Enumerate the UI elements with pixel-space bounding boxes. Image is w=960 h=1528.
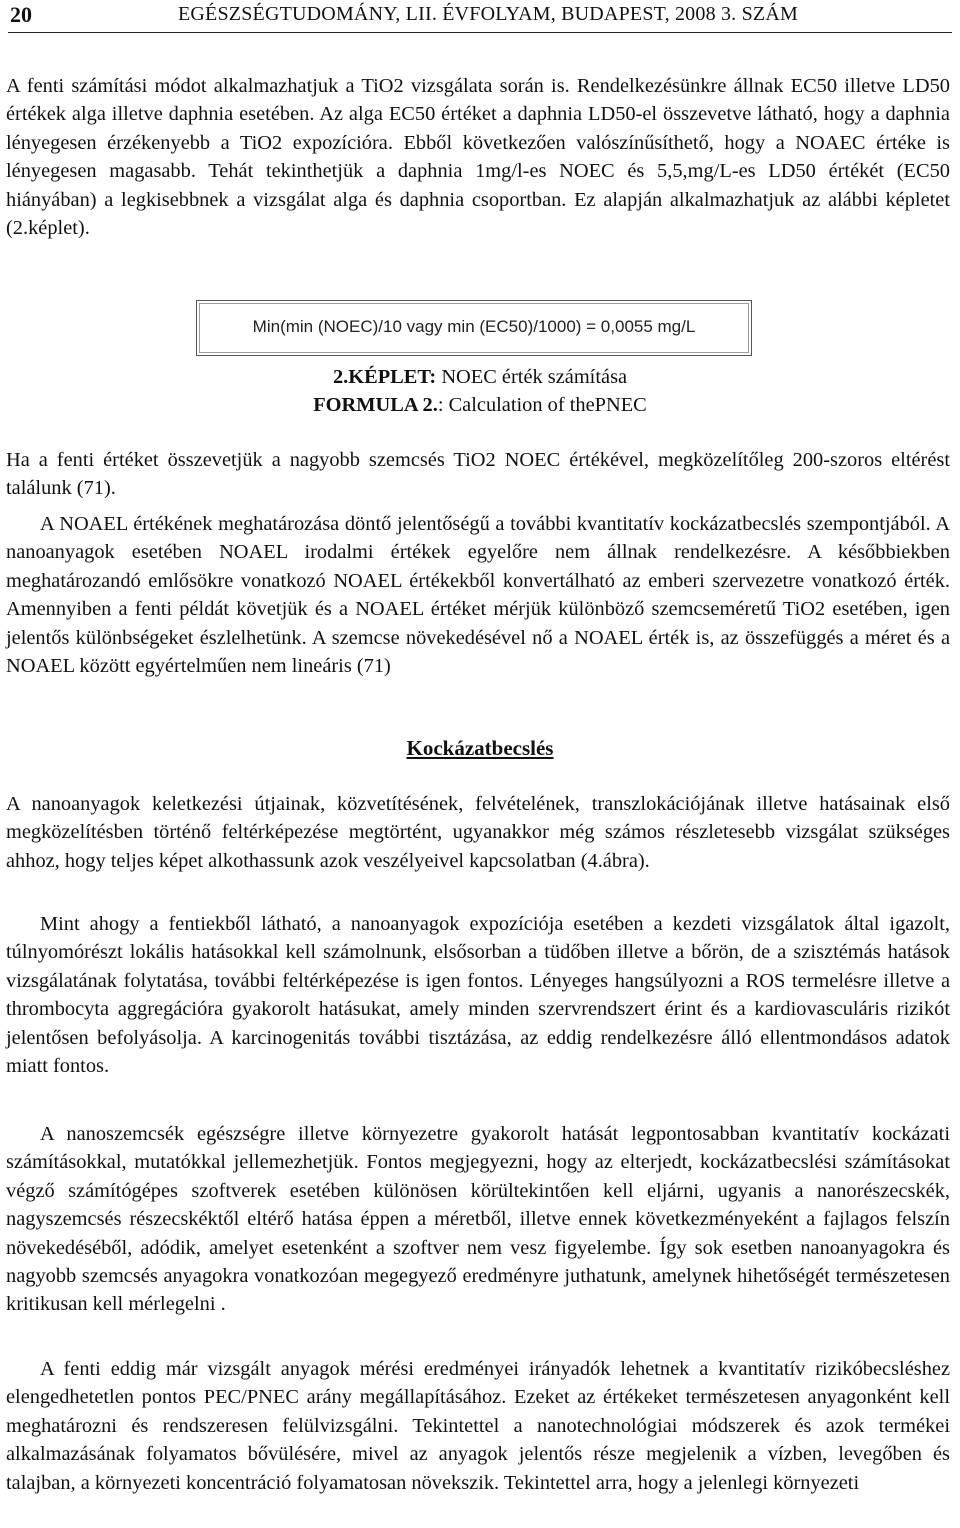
paragraph-3: A NOAEL értékének meghatározása döntő jelentőségű a további kvantitatív kockázatbecslés szempontjából. A nanoanyagok esetében NOAEL irodalmi értékek egyelőre nem állnak rendelkezésre. A későbbiekben meghatározandó emlősökre vonatkozó NOAEL értékekből konvertálható az emberi szervezetre vonatkozó érték. Amennyiben a fenti példát követjük és a NOAEL értéket mérjük különböző szemcseméretű TiO2 esetében, igen jelentős különbségeket észlelhetünk. A szemcse növekedésével nő a NOAEL érték is, az összefüggés a méret és a NOAEL között egyértelműen nem lineáris (71) xyxy=(6,513,950,678)
paragraph-6: A nanoszemcsék egészségre illetve környezetre gyakorolt hatását legpontosabban kvantitatív kockázati számításokkal, mutatókkal jellemezhetjük. Fontos megjegyezni, hogy az elterjedt, kockázatbecslési számításokat végző számítógépes szoftverek esetében különösen körültekintően kell eljárni, ugyanis a nanorészecskék, nagyszemcsés részecskéktől eltérő hatása éppen a méretből, illetve ennek következményeként a fajlagos felszín növekedéséből, adódik, amelyet esetenként a szoftver nem vesz figyelembe. Így sok esetben nanoanyagokra és nagyobb szemcsés anyagokra vonatkozóan megegyező eredményre juthatunk, amelynek hihetőségét természetesen kritikusan kell mérlegelni . xyxy=(6,1123,950,1316)
formula-caption-hu-text: NOEC érték számítása xyxy=(436,366,628,388)
page-header xyxy=(8,0,952,33)
formula-box xyxy=(196,300,752,356)
formula-caption-en-text: : Calculation of thePNEC xyxy=(437,394,647,416)
page-number: 20 xyxy=(10,2,32,27)
section-title: Kockázatbecslés xyxy=(406,736,554,760)
formula-caption-hu xyxy=(0,366,960,389)
running-head: EGÉSZSÉGTUDOMÁNY, LII. ÉVFOLYAM, BUDAPEST, 2008 3. SZÁM xyxy=(178,3,798,25)
formula-text: Min(min (NOEC)/10 vagy min (EC50)/1000) = 0,0055 mg/L xyxy=(252,317,696,336)
paragraph-5: Mint ahogy a fentiekből látható, a nanoanyagok expozíciója esetében a kezdeti vizsgálatok által igazolt, túlnyomórészt lokális hatásokkal kell számolnunk, elsősorban a tüdőben illetve a bőrön, de a szisztémás hatások vizsgálatának folytatása, további feltérképezése is igen fontos. Lényeges hangsúlyozni a ROS termelésre illetve a thrombocyta aggregációra gyakorolt hatásukat, amely minden szervrendszert érint és a kardiovasculáris rizikót jelentősen befolyásolja. A karcinogenitás további tisztázása, az eddig rendelkezésre álló ellentmondásos adatok miatt fontos. xyxy=(6,913,950,1078)
paragraph-2: Ha a fenti értéket összevetjük a nagyobb szemcsés TiO2 NOEC értékével, megközelítőleg 200-szoros eltérést találunk (71). xyxy=(6,449,950,500)
formula-caption-hu-label: 2.KÉPLET: xyxy=(332,366,437,388)
paragraph-4: A nanoanyagok keletkezési útjainak, közvetítésének, felvételének, transzlokációjának illetve hatásainak első megközelítésben történő feltérképezése megtörtént, ugyanakkor még számos részletesebb vizsgálat szükséges ahhoz, hogy teljes képet alkothassunk azok veszélyeivel kapcsolatban (4.ábra). xyxy=(6,793,950,872)
formula-caption-en xyxy=(0,394,960,417)
paragraph-7: A fenti eddig már vizsgált anyagok mérési eredményei irányadók lehetnek a kvantitatív rizikóbecsléshez elengedhetetlen pontos PEC/PNEC arány megállapításához. Ezeket az értékeket természetesen anyagonként kell meghatározni és rendszeresen felülvizsgálni. Tekintettel a nanotechnológiai módszerek és azok termékei alkalmazásának folyamatos bővülésére, mivel az anyagok jelentős része megjelenik a vízben, levegőben és talajban, a környezeti koncentráció folyamatosan növekszik. Tekintettel arra, hogy a jelenlegi környezeti xyxy=(6,1358,950,1494)
paragraph-1: A fenti számítási módot alkalmazhatjuk a TiO2 vizsgálata során is. Rendelkezésünkre állnak EC50 illetve LD50 értékek alga illetve daphnia esetében. Az alga EC50 értéket a daphnia LD50-el összevetve látható, hogy a daphnia lényegesen érzékenyebb a TiO2 expozícióra. Ebből következően valószínűsíthető, hogy a NOAEC értéke is lényegesen magasabb. Tehát tekinthetjük a daphnia 1mg/l-es NOEC és 5,5,mg/L-es LD50 értékét (EC50 hiányában) a legkisebbnek a vizsgálat alga és daphnia csoportban. Ez alapján alkalmazhatjuk az alábbi képletet (2.képlet). xyxy=(6,75,950,240)
formula-caption-en-label: FORMULA 2. xyxy=(313,394,438,416)
